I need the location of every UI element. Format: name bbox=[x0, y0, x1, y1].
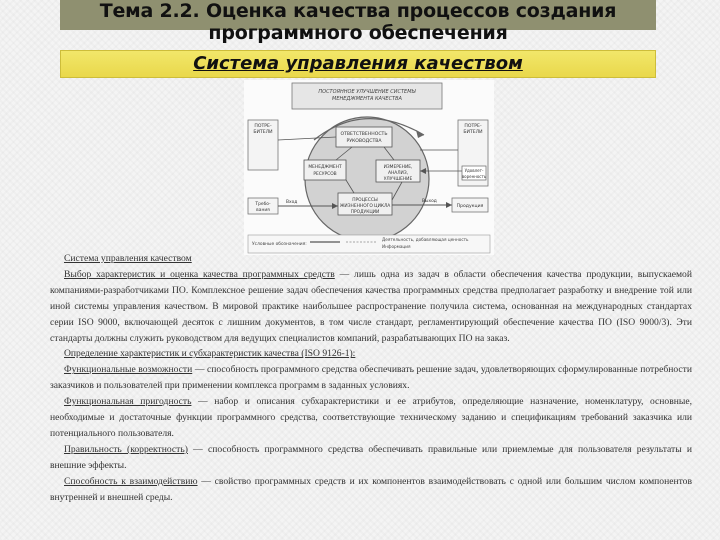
svg-text:МЕНЕДЖМЕНТ: МЕНЕДЖМЕНТ bbox=[308, 165, 342, 170]
svg-text:АНАЛИЗ,: АНАЛИЗ, bbox=[387, 171, 409, 176]
svg-text:ПОТРЕ-: ПОТРЕ- bbox=[464, 124, 482, 129]
doc-paragraph-accuracy: Правильность (корректность) — способность программного средства обеспечивать правильные или приемлемые для пользователя результаты и внешние эффекты. bbox=[50, 443, 692, 471]
svg-text:БИТЕЛИ: БИТЕЛИ bbox=[463, 130, 483, 135]
doc-paragraph-functionality: Функциональные возможности — способность программного средства обеспечивать решение задач, удовлетворяющих сформулированные потребности заказчиков и пользователей при применении комплекса программ в заданных условиях. bbox=[50, 364, 693, 392]
svg-text:ПОСТОЯННОЕ УЛУЧШЕНИЕ СИСТЕМЫ: ПОСТОЯННОЕ УЛУЧШЕНИЕ СИСТЕМЫ bbox=[318, 89, 416, 95]
svg-text:МЕНЕДЖМЕНТА КАЧЕСТВА: МЕНЕДЖМЕНТА КАЧЕСТВА bbox=[332, 96, 402, 102]
doc-term-selection: Выбор характеристик и оценка качества программных средств bbox=[64, 268, 335, 280]
doc-paragraph-suitability: Функциональная пригодность — набор и описания субхарактеристики и ее атрибутов, определяющие назначение, номенклатуру, основные, необходимые и достаточные функции программного средства, соответствующие техническому заданию и спецификациям требований заказчика или потенциального пользователя. bbox=[50, 396, 692, 439]
svg-text:Удовлет-: Удовлет- bbox=[464, 168, 484, 173]
svg-text:Условные обозначения:: Условные обозначения: bbox=[252, 242, 307, 247]
svg-text:Деятельность, добавляющая ценн: Деятельность, добавляющая ценность bbox=[382, 237, 469, 242]
svg-text:Продукция: Продукция bbox=[456, 204, 484, 209]
svg-text:ОТВЕТСТВЕННОСТЬ: ОТВЕТСТВЕННОСТЬ bbox=[340, 132, 388, 137]
svg-text:воренность: воренность bbox=[461, 174, 487, 179]
doc-paragraph-interoperability: Способность к взаимодействию — свойство программных средств и их компонентов взаимодействовать с одной или большим числом компонентов внутренней и внешней среды. bbox=[50, 475, 692, 503]
svg-text:РУКОВОДСТВА: РУКОВОДСТВА bbox=[346, 139, 382, 144]
svg-text:Информация: Информация bbox=[382, 244, 411, 249]
svg-text:Требо-: Требо- bbox=[255, 202, 271, 207]
svg-text:УЛУЧШЕНИЕ: УЛУЧШЕНИЕ bbox=[383, 177, 413, 182]
doc-definition-heading: Определение характеристик и субхарактеристик качества (ISO 9126-1): bbox=[64, 348, 356, 360]
svg-text:ПОТРЕ-: ПОТРЕ- bbox=[254, 124, 272, 129]
svg-text:Вход: Вход bbox=[286, 200, 298, 205]
doc-subtitle: Система управления качеством bbox=[64, 253, 192, 264]
svg-text:вания: вания bbox=[256, 208, 270, 213]
svg-text:ПРОЦЕССЫ: ПРОЦЕССЫ bbox=[352, 198, 378, 203]
document-body bbox=[50, 251, 692, 506]
svg-text:Выход: Выход bbox=[422, 199, 437, 204]
svg-text:ЖИЗНЕННОГО ЦИКЛА: ЖИЗНЕННОГО ЦИКЛА bbox=[339, 204, 391, 209]
svg-text:ПРОДУКЦИИ: ПРОДУКЦИИ bbox=[350, 210, 380, 215]
svg-text:РЕСУРСОВ: РЕСУРСОВ bbox=[313, 172, 337, 177]
quality-management-diagram bbox=[244, 80, 494, 255]
section-title: Система управления качеством bbox=[60, 50, 656, 78]
topic-title: Тема 2.2. Оценка качества процессов создания программного обеспечения bbox=[60, 0, 656, 30]
svg-text:БИТЕЛИ: БИТЕЛИ bbox=[253, 130, 273, 135]
svg-text:ИЗМЕРЕНИЕ,: ИЗМЕРЕНИЕ, bbox=[383, 165, 413, 170]
doc-paragraph-intro: Выбор характеристик и оценка качества программных средств — лишь одна из задач в области обеспечения качества продукции, выпускаемой компаниями-разработчиками ПО. Комплексное решение задач обеспечения качества программных средства предполагает разработку и внедрение той или иной системы управления качеством. В мировой практике наибольшее распространение получила система, основанная на международных стандартах серии ISO 9000, включающей десяток с лишним документов, в том числе стандарт, регламентирующий обеспечение качества ПО (ISO 9000/3). Эти стандарты должны служить руководством для ведущих специалистов компаний, разрабатывающих ПО на заказ. bbox=[50, 268, 692, 344]
